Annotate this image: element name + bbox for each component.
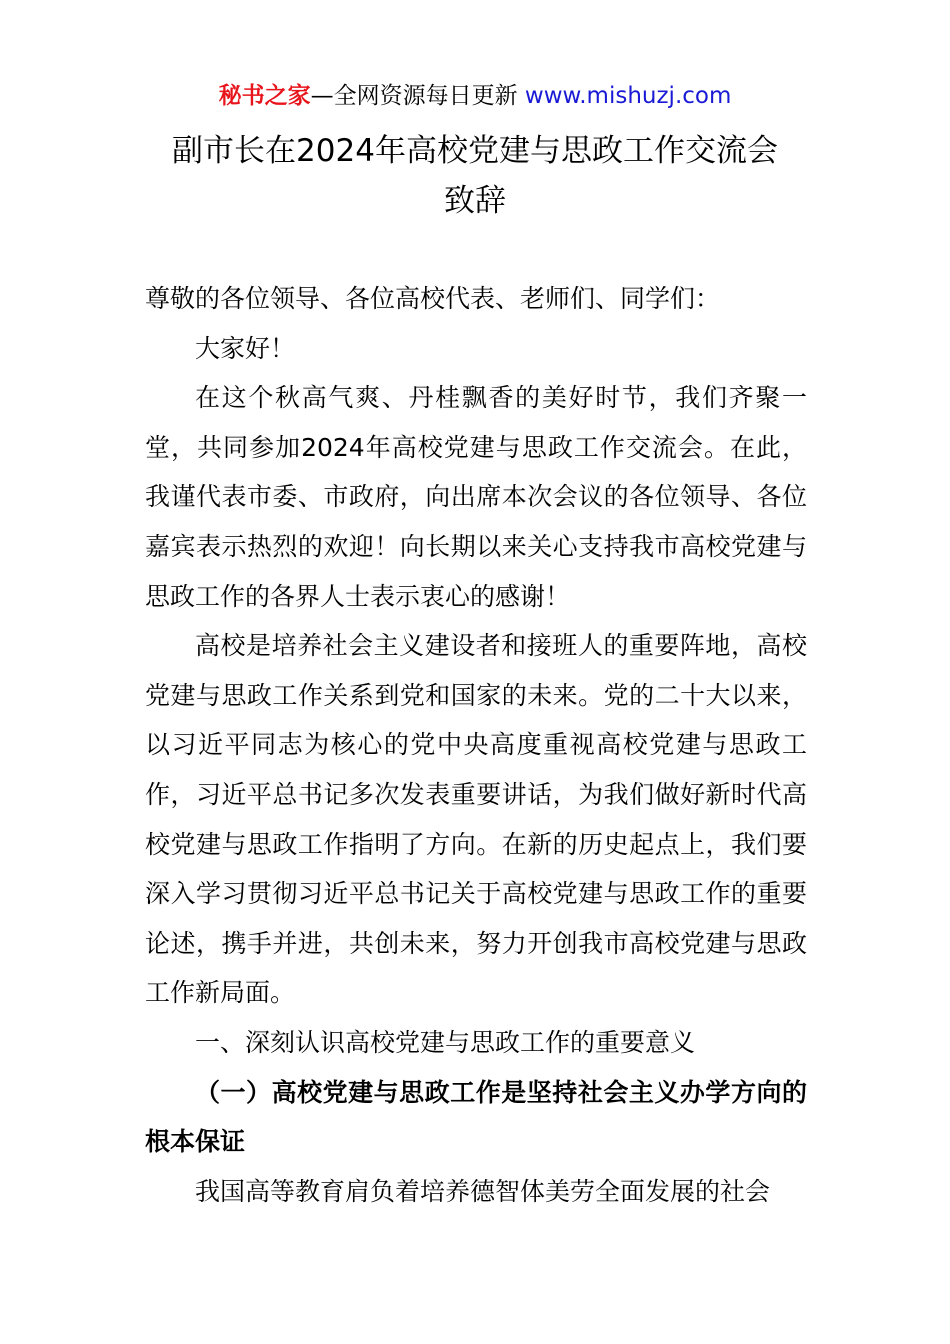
document-title: [0, 126, 950, 226]
subsection-heading-1: （一）高校党建与思政工作是坚持社会主义办学方向的根本保证: [145, 1077, 807, 1157]
header-tagline: —全网资源每日更新: [310, 83, 525, 109]
salutation: 尊敬的各位领导、各位高校代表、老师们、同学们：: [145, 284, 721, 313]
section-heading-1: 一、深刻认识高校党建与思政工作的重要意义: [195, 1027, 696, 1057]
paragraph-welcome: 在这个秋高气爽、丹桂飘香的美好时节，我们齐聚一堂，共同参加2024年高校党建与思政工作交流会。在此，我谨代表市委、市政府，向出席本次会议的各位领导、各位嘉宾表示热烈的欢迎！向长期以来关心支持我市高校党建与思政工作的各界人士表示衷心的感谢！: [145, 383, 807, 611]
title-line-1: 副市长在2024年高校党建与思政工作交流会: [172, 133, 778, 169]
paragraph-education: 我国高等教育肩负着培养德智体美劳全面发展的社会: [195, 1176, 771, 1206]
site-url-link[interactable]: www.mishuzj.com: [524, 83, 732, 109]
brand-name: 秘书之家: [218, 83, 311, 109]
site-header: [0, 80, 950, 112]
greeting: 大家好！: [195, 333, 296, 363]
title-line-2: 致辞: [444, 183, 506, 219]
document-body: [145, 274, 807, 1216]
paragraph-importance: 高校是培养社会主义建设者和接班人的重要阵地，高校党建与思政工作关系到党和国家的未来。党的二十大以来，以习近平同志为核心的党中央高度重视高校党建与思政工作，习近平总书记多次发表重要讲话，为我们做好新时代高校党建与思政工作指明了方向。在新的历史起点上，我们要深入学习贯彻习近平总书记关于高校党建与思政工作的重要论述，携手并进，共创未来，努力开创我市高校党建与思政工作新局面。: [145, 631, 807, 1008]
